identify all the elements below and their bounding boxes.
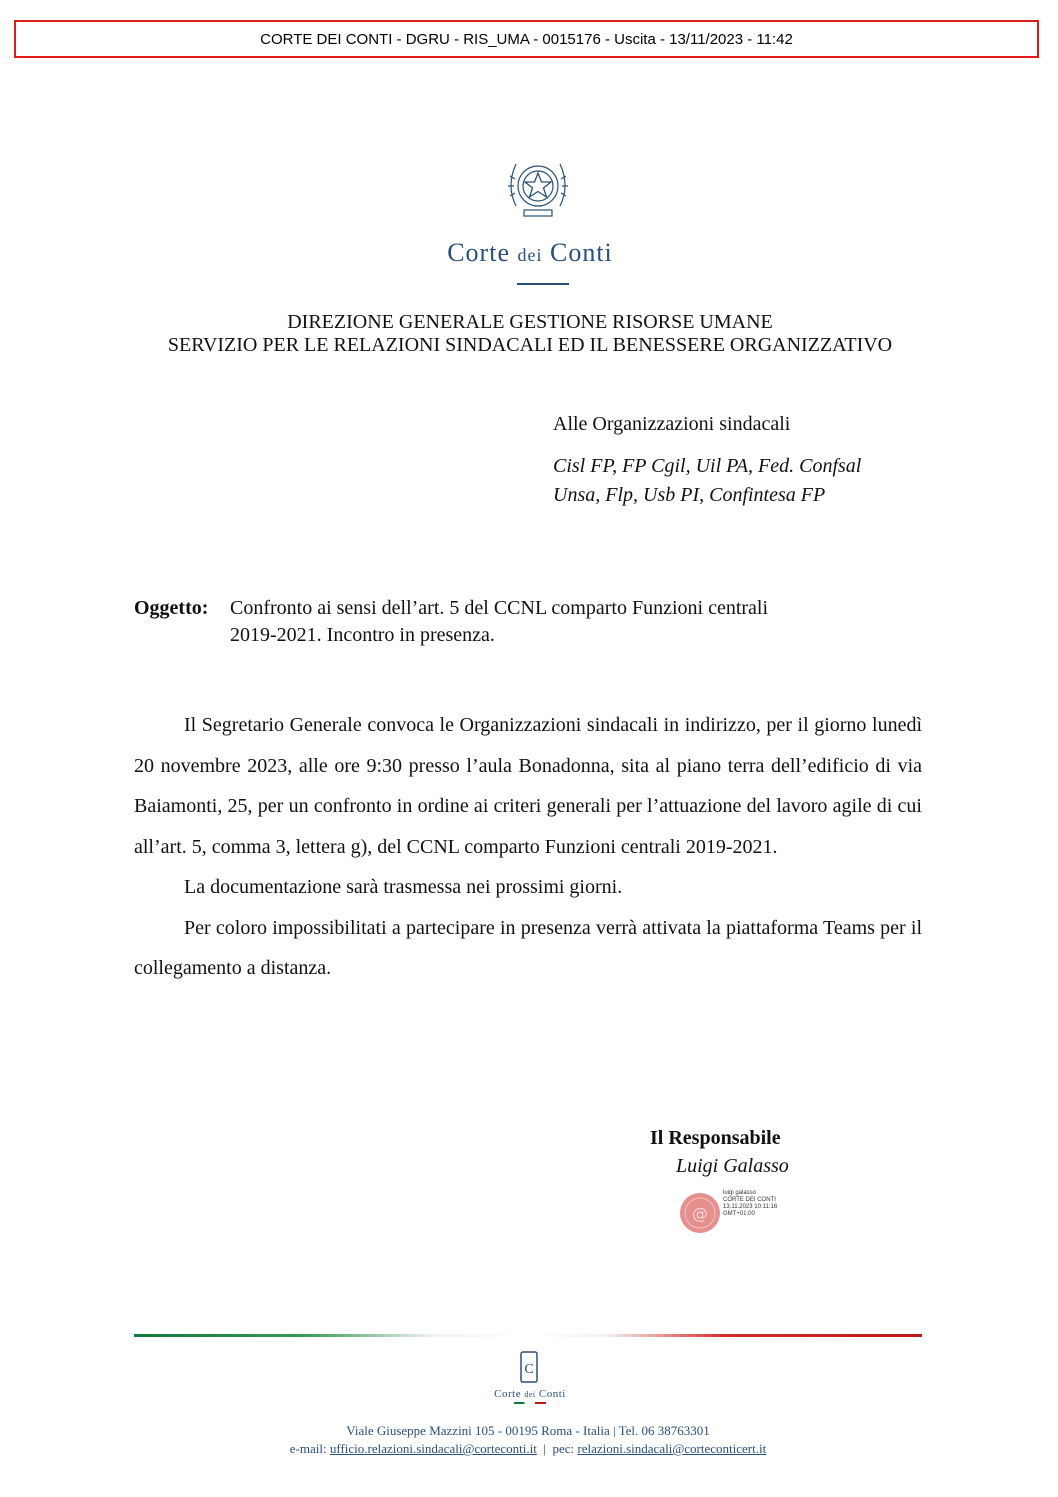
footer-email-link[interactable]: ufficio.relazioni.sindacali@corteconti.it <box>329 1441 537 1456</box>
protocol-stamp <box>14 20 1039 58</box>
recipients-orgs-line-1: Cisl FP, FP Cgil, Uil PA, Fed. Confsal <box>553 455 862 477</box>
footer-institution-part3: Conti <box>538 1388 566 1400</box>
signature-block <box>650 1124 870 1180</box>
body-paragraph-2: La documentazione sarà trasmessa nei prossimi giorni. <box>184 876 623 898</box>
footer-contacts <box>134 1422 922 1458</box>
footer-email-label: e-mail: <box>289 1441 327 1456</box>
department-heading <box>80 311 980 357</box>
recipients-block <box>553 411 973 510</box>
institution-underline <box>517 283 569 285</box>
subject-line-1: Confronto ai sensi dell’art. 5 del CCNL comparto Funzioni centrali <box>230 597 769 619</box>
subject-text <box>230 595 930 649</box>
protocol-text: CORTE DEI CONTI - DGRU - RIS_UMA - 0015176 - Uscita - 13/11/2023 - 11:42 <box>260 30 793 48</box>
department-line-1: DIREZIONE GENERALE GESTIONE RISORSE UMANE <box>287 311 773 333</box>
seal-line-2: CORTE DEI CONTI <box>723 1197 776 1203</box>
footer-institution-name <box>460 1388 600 1400</box>
subject-line-2: 2019-2021. Incontro in presenza. <box>230 624 495 646</box>
recipients-to: Alle Organizzazioni sindacali <box>553 413 791 435</box>
footer-address-line: Viale Giuseppe Mazzini 105 - 00195 Roma - Italia | Tel. 06 38763301 <box>346 1423 710 1438</box>
footer-email-line <box>134 1440 922 1458</box>
seal-line-1: luigi galasso <box>723 1190 757 1196</box>
footer-pec-label: pec: <box>552 1441 575 1456</box>
footer-institution-part1: Corte <box>494 1388 522 1400</box>
subject-label: Oggetto: <box>134 597 209 619</box>
svg-text:@: @ <box>692 1204 708 1223</box>
seal-line-4: GMT+01:00 <box>723 1211 755 1217</box>
seal-line-3: 13.11.2023 10:11:16 <box>723 1204 778 1210</box>
signature-name: Luigi Galasso <box>676 1155 789 1177</box>
body-paragraph-3: Per coloro impossibilitati a partecipare in presenza verrà attivata la piattaforma Teams per il collegamento a distanza. <box>134 916 922 979</box>
footer-institution-part2: dei <box>524 1390 536 1399</box>
recipients-orgs-line-2: Unsa, Flp, Usb PI, Confintesa FP <box>553 484 826 506</box>
institution-part3: Conti <box>549 238 613 267</box>
signature-role: Il Responsabile <box>650 1127 781 1149</box>
institution-name <box>380 238 680 268</box>
digital-signature-seal-icon <box>677 1190 723 1236</box>
italian-republic-emblem-icon <box>496 146 580 230</box>
department-line-2: SERVIZIO PER LE RELAZIONI SINDACALI ED IL BENESSERE ORGANIZZATIVO <box>167 334 893 356</box>
footer-flag-divider <box>134 1334 922 1337</box>
svg-text:C: C <box>524 1362 534 1377</box>
institution-part1: Corte <box>447 238 510 267</box>
signature-seal-info <box>723 1190 813 1218</box>
footer-separator: | <box>543 1441 546 1456</box>
letter-body <box>134 705 922 989</box>
footer-small-flag <box>514 1402 546 1404</box>
body-paragraph-1: Il Segretario Generale convoca le Organizzazioni sindacali in indirizzo, per il giorno lunedì 20 novembre 2023, alle ore 9:30 presso l’aula Bonadonna, sita al piano terra dell’edificio di via Baiamonti, 25, per un confronto in ordine ai criteri generali per l’attuazione del lavoro agile di cui all’art. 5, comma 3, lettera g), del CCNL comparto Funzioni centrali 2019-2021. <box>134 714 922 858</box>
corte-dei-conti-logo-icon <box>512 1350 546 1386</box>
institution-part2: dei <box>517 245 543 265</box>
footer-pec-link[interactable]: relazioni.sindacali@corteconticert.it <box>577 1441 767 1456</box>
